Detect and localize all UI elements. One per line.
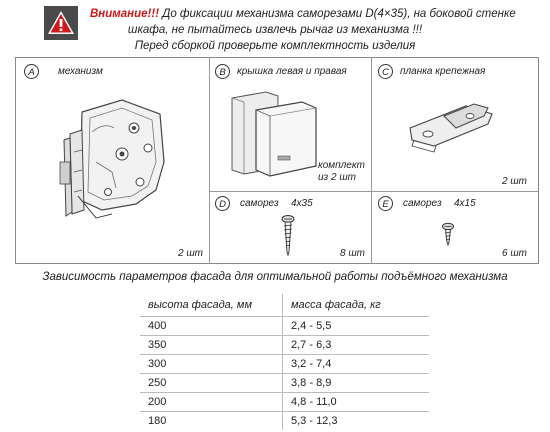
table-row xyxy=(140,393,429,412)
header-height: высота фасада, мм xyxy=(148,299,252,311)
height-cell: 400 xyxy=(140,317,283,336)
mass-cell: 4,8 - 11,0 xyxy=(283,393,430,412)
divider xyxy=(371,191,372,264)
part-d-size: 4x35 xyxy=(291,198,313,209)
mass-cell: 3,8 - 8,9 xyxy=(283,374,430,393)
height-cell: 250 xyxy=(140,374,283,393)
part-c-name: планка крепежная xyxy=(400,66,486,77)
part-c-marker: C xyxy=(378,64,393,79)
mass-cell: 3,2 - 7,4 xyxy=(283,355,430,374)
height-cell: 350 xyxy=(140,336,283,355)
part-a-name: механизм xyxy=(58,66,103,77)
part-a-marker: A xyxy=(24,64,39,79)
mass-cell: 2,4 - 5,5 xyxy=(283,317,430,336)
part-e-name: саморез xyxy=(403,198,442,209)
part-d-qty: 8 шт xyxy=(340,248,365,259)
dependency-table xyxy=(140,294,429,430)
screw-long-image xyxy=(278,214,298,256)
part-b-name: крышка левая и правая xyxy=(237,66,347,77)
part-b-qty-line2: из 2 шт xyxy=(318,172,356,183)
table-row xyxy=(140,374,429,393)
warning-line1: До фиксации механизма саморезами D(4×35), на боковой стенке xyxy=(159,8,516,20)
table-header-row xyxy=(140,294,429,317)
height-cell: 200 xyxy=(140,393,283,412)
part-b-qty-line1: комплект xyxy=(318,160,366,171)
part-a-qty: 2 шт xyxy=(178,248,203,259)
part-b-marker: B xyxy=(215,64,230,79)
height-cell: 180 xyxy=(140,412,283,431)
warning-prefix: Внимание!!! xyxy=(90,8,160,20)
divider xyxy=(209,57,210,264)
table-row xyxy=(140,412,429,431)
check-title: Перед сборкой проверьте комплектность изделия xyxy=(134,40,416,52)
table-row xyxy=(140,355,429,374)
screw-short-image xyxy=(440,222,456,246)
warning-line2: шкафа, не пытайтесь извлечь рычаг из механизма !!! xyxy=(127,24,423,36)
part-d-name: саморез xyxy=(240,198,279,209)
part-e-qty: 6 шт xyxy=(502,248,527,259)
part-e-marker: E xyxy=(378,196,393,211)
mass-cell: 2,7 - 6,3 xyxy=(283,336,430,355)
dependency-title: Зависимость параметров фасада для оптимальной работы подъёмного механизма xyxy=(42,271,508,283)
height-cell: 300 xyxy=(140,355,283,374)
header-mass: масса фасада, кг xyxy=(283,294,430,317)
mass-cell: 5,3 - 12,3 xyxy=(283,412,430,431)
part-c-qty: 2 шт xyxy=(502,176,527,187)
part-e-size: 4x15 xyxy=(454,198,476,209)
part-d-marker: D xyxy=(215,196,230,211)
mechanism-image xyxy=(52,92,180,222)
cover-image xyxy=(226,84,326,180)
table-row xyxy=(140,317,429,336)
warning-text xyxy=(90,8,516,20)
mounting-plate-image xyxy=(404,94,500,154)
divider xyxy=(209,191,539,192)
table-row xyxy=(140,336,429,355)
divider xyxy=(371,57,372,191)
